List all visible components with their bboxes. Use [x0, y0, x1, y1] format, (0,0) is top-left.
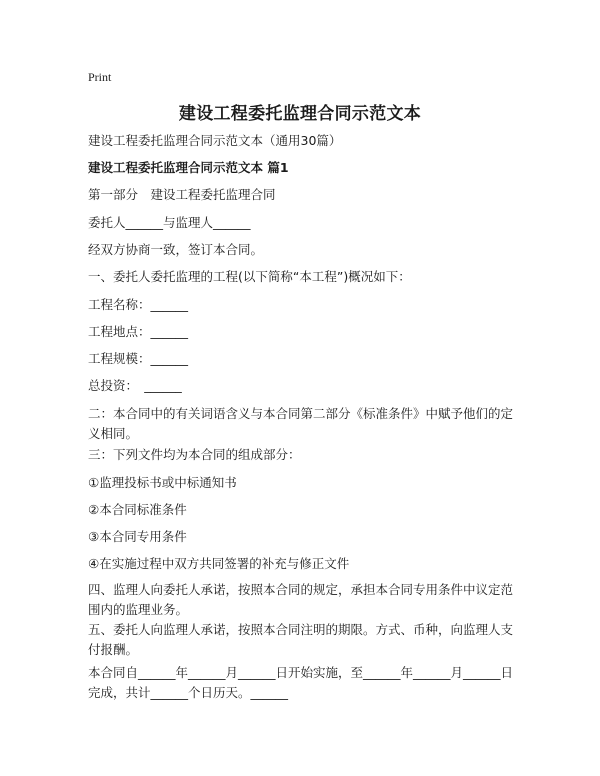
paragraph-document-4: ④在实施过程中双方共同签署的补充与修正文件 — [88, 556, 350, 571]
paragraph-project-overview: 一、委托人委托监理的工程(以下简称“本工程”)概况如下： — [88, 269, 411, 284]
print-link[interactable]: Print — [88, 70, 112, 84]
paragraph-total-investment: 总投资： ______ — [88, 378, 182, 393]
paragraph-project-scale: 工程规模：______ — [88, 351, 189, 366]
paragraph-agreement: 经双方协商一致，签订本合同。 — [88, 242, 264, 257]
paragraph-document-1: ①监理投标书或中标通知书 — [88, 475, 237, 490]
paragraph-project-name: 工程名称：______ — [88, 297, 189, 312]
paragraph-part-one: 第一部分 建设工程委托监理合同 — [88, 187, 276, 202]
paragraph-client-promise: 五、委托人向监理人承诺，按照本合同注明的期限。方式、币种，向监理人支付报酬。 — [88, 622, 514, 657]
document-subtitle: 建设工程委托监理合同示范文本（通用30篇） — [88, 133, 342, 148]
section-heading: 建设工程委托监理合同示范文本 篇1 — [88, 160, 289, 175]
paragraph-document-2: ②本合同标准条件 — [88, 502, 187, 517]
paragraph-project-location: 工程地点：______ — [88, 324, 189, 339]
paragraph-supervisor-promise: 四、监理人向委托人承诺，按照本合同的规定，承担本合同专用条件中议定范围内的监理业务。 — [88, 582, 514, 617]
paragraph-documents-heading: 三：下列文件均为本合同的组成部分： — [88, 447, 301, 462]
paragraph-document-3: ③本合同专用条件 — [88, 529, 187, 544]
paragraph-parties: 委托人______与监理人______ — [88, 215, 251, 230]
document-title: 建设工程委托监理合同示范文本 — [178, 104, 422, 124]
paragraph-contract-period: 本合同自______年______月______日开始实施，至______年______月______日完成，共计______个日历天。______ — [88, 665, 514, 700]
paragraph-definitions: 二：本合同中的有关词语含义与本合同第二部分《标准条件》中赋予他们的定义相同。 — [88, 406, 514, 441]
